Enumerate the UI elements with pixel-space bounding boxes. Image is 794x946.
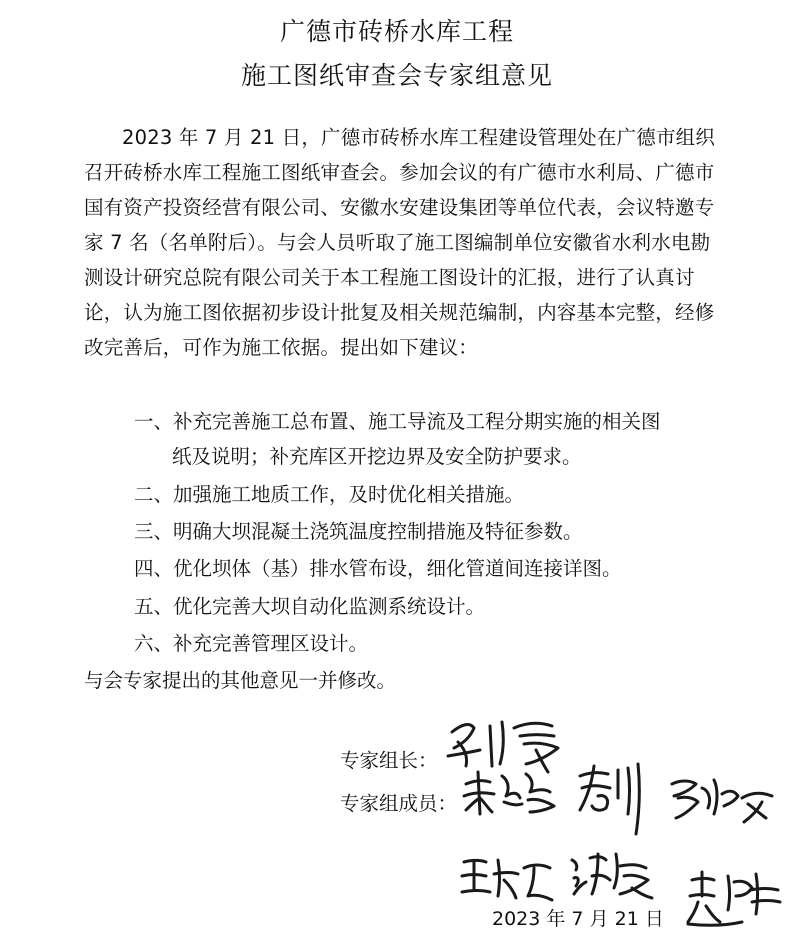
member-signature-2 <box>572 758 652 838</box>
member-signature-1 <box>460 762 560 822</box>
suggestion-item-3: 三、明确大坝混凝土浇筑温度控制措施及特征参数。 <box>134 520 583 543</box>
suggestion-item-1: 一、补充完善施工总布置、施工导流及工程分期实施的相关图 <box>134 410 661 433</box>
leader-label: 专家组长： <box>340 749 438 772</box>
suggestion-item-5: 五、优化完善大坝自动化监测系统设计。 <box>134 595 486 618</box>
intro-text: 2023 年 7 月 21 日，广德市砖桥水库工程建设管理处在广德市组织召开砖桥水库工程施工图纸审查会。参加会议的有广德市水利局、广德市国有资产投资经营有限公司、安徽水安建设集团等单位代表，会议特邀专家 7 名（名单附后）。与会人员听取了施工图编制单位安徽省水利水电勘测设计研究总院有限公司关于本工程施工图设计的汇报，进行了认真讨论，认为施工图依据初步设计批复及相关规范编制，内容基本完整，经修改完善后，可作为施工依据。提出如下建议： <box>84 126 716 359</box>
member-signature-4 <box>458 850 558 906</box>
intro-paragraph <box>84 120 724 365</box>
document-title-line-1: 广德市砖桥水库工程 <box>279 17 514 46</box>
closing-sentence: 与会专家提出的其他意见一并修改。 <box>84 669 397 692</box>
members-label: 专家组成员： <box>340 792 458 815</box>
suggestion-item-2: 二、加强施工地质工作，及时优化相关措施。 <box>134 483 525 506</box>
signing-date: 2023 年 7 月 21 日 <box>492 908 664 930</box>
member-signature-3 <box>668 768 778 834</box>
member-signature-6 <box>684 866 784 932</box>
suggestion-item-1-continued: 纸及说明；补充库区开挖边界及安全防护要求。 <box>172 445 582 468</box>
suggestion-item-4: 四、优化坝体（基）排水管布设，细化管道间连接详图。 <box>134 557 622 580</box>
document-title-line-2: 施工图纸审查会专家组意见 <box>240 61 553 90</box>
member-signature-5 <box>568 846 658 902</box>
suggestion-item-6: 六、补充完善管理区设计。 <box>134 632 369 655</box>
